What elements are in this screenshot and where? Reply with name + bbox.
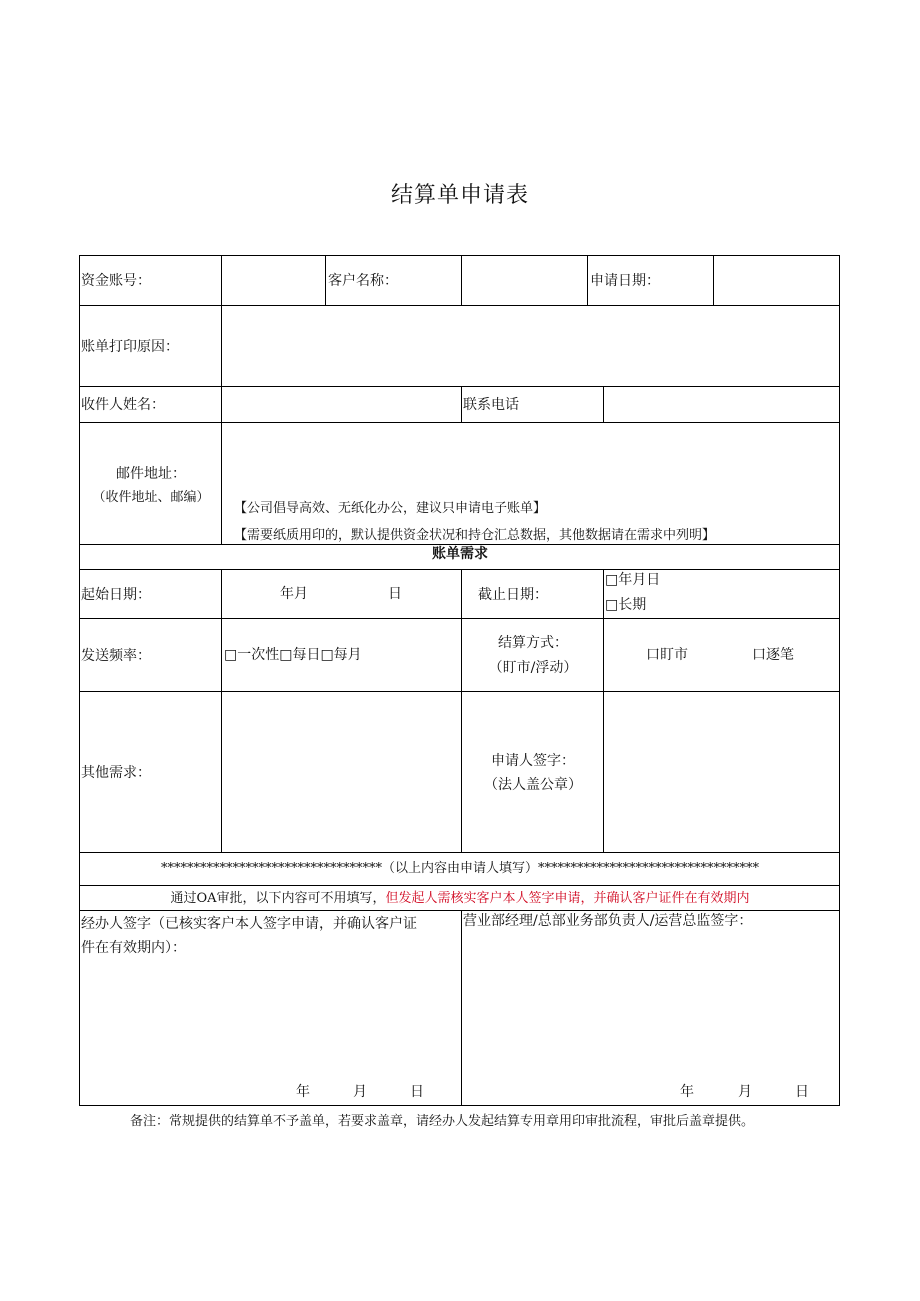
grid-line [79, 618, 840, 619]
manager-signature-label: 营业部经理/总部业务部负责人/运营总监签字： [463, 913, 753, 929]
account-label: 资金账号： [81, 273, 151, 289]
start-date-year-month[interactable]: 年月 [280, 586, 308, 602]
grid-line [79, 544, 840, 545]
manager-day: 日 [795, 1084, 809, 1100]
mark-to-market-checkbox[interactable]: 口盯市 [646, 647, 688, 663]
grid-line [79, 852, 840, 853]
start-date-day[interactable]: 日 [388, 586, 402, 602]
end-date-long-term-checkbox[interactable]: □长期 [605, 597, 647, 613]
handler-signature-label-line1: 经办人签字（已核实客户本人签字申请，并确认客户证 [81, 916, 417, 932]
grid-line [79, 910, 840, 911]
recipient-name-input[interactable] [222, 387, 460, 422]
end-date-label: 截止日期： [478, 587, 548, 603]
grid-line [461, 386, 462, 422]
grid-line [79, 1105, 840, 1106]
print-reason-input[interactable] [222, 306, 839, 386]
handler-month: 月 [353, 1084, 367, 1100]
customer-name-input[interactable] [462, 256, 587, 305]
paper-print-notice: 【需要纸质用印的，默认提供资金状况和持仓汇总数据，其他数据请在需求中列明】 [234, 528, 716, 543]
send-frequency-options[interactable]: □一次性□每日□每月 [224, 647, 362, 663]
applicant-signature-label: 申请人签字： [491, 753, 575, 769]
grid-line [461, 569, 462, 852]
handler-year: 年 [296, 1084, 310, 1100]
address-input[interactable] [222, 423, 839, 493]
paperless-notice: 【公司倡导高效、无纸化办公，建议只申请电子账单】 [234, 501, 547, 516]
handler-signature-label-line2: 件在有效期内）： [81, 940, 186, 956]
settlement-method-sublabel: （盯市/浮动） [488, 660, 578, 676]
grid-line [325, 255, 326, 305]
apply-date-label: 申请日期： [590, 273, 660, 289]
send-frequency-label: 发送频率： [81, 648, 151, 664]
other-requirements-label: 其他需求： [81, 765, 151, 781]
handler-signature-area[interactable] [80, 960, 460, 1080]
account-input[interactable] [222, 256, 325, 305]
footer-note: 备注：常规提供的结算单不予盖单，若要求盖章，请经办人发起结算专用章用印审批流程，审批后盖章提供。 [130, 1114, 755, 1129]
manager-signature-area[interactable] [462, 940, 839, 1080]
other-requirements-input[interactable] [222, 692, 460, 852]
print-reason-label: 账单打印原因： [81, 339, 179, 355]
end-date-specific-checkbox[interactable]: □年月日 [605, 572, 661, 588]
settlement-method-label: 结算方式： [498, 635, 568, 651]
applicant-seal-sublabel: （法人盖公章） [484, 777, 582, 793]
oa-approval-notice [80, 892, 840, 905]
handler-day: 日 [410, 1084, 424, 1100]
phone-input[interactable] [604, 387, 839, 422]
phone-label: 联系电话 [463, 397, 519, 413]
manager-year: 年 [680, 1084, 694, 1100]
applicant-signature-area[interactable] [604, 692, 839, 852]
applicant-section-divider: **********************************（以上内容由申请人填写）********************************** [160, 861, 759, 876]
grid-line [79, 885, 840, 886]
grid-line [587, 255, 588, 305]
address-sublabel: （收件地址、邮编） [92, 490, 210, 505]
apply-date-input[interactable] [714, 256, 839, 305]
page-title: 结算单申请表 [390, 183, 529, 208]
oa-notice-warning: 但发起人需核实客户本人签字申请，并确认客户证件在有效期内 [385, 891, 750, 906]
manager-month: 月 [738, 1084, 752, 1100]
start-date-label: 起始日期： [81, 587, 151, 603]
grid-line [79, 569, 840, 570]
trade-by-trade-checkbox[interactable]: 口逐笔 [752, 647, 794, 663]
recipient-name-label: 收件人姓名： [81, 397, 165, 413]
grid-line [839, 255, 840, 1106]
address-label: 邮件地址： [116, 466, 186, 482]
oa-notice-text: 通过OA审批，以下内容可不用填写， [170, 891, 386, 906]
customer-name-label: 客户名称： [328, 273, 398, 289]
bill-requirements-heading: 账单需求 [432, 546, 488, 562]
